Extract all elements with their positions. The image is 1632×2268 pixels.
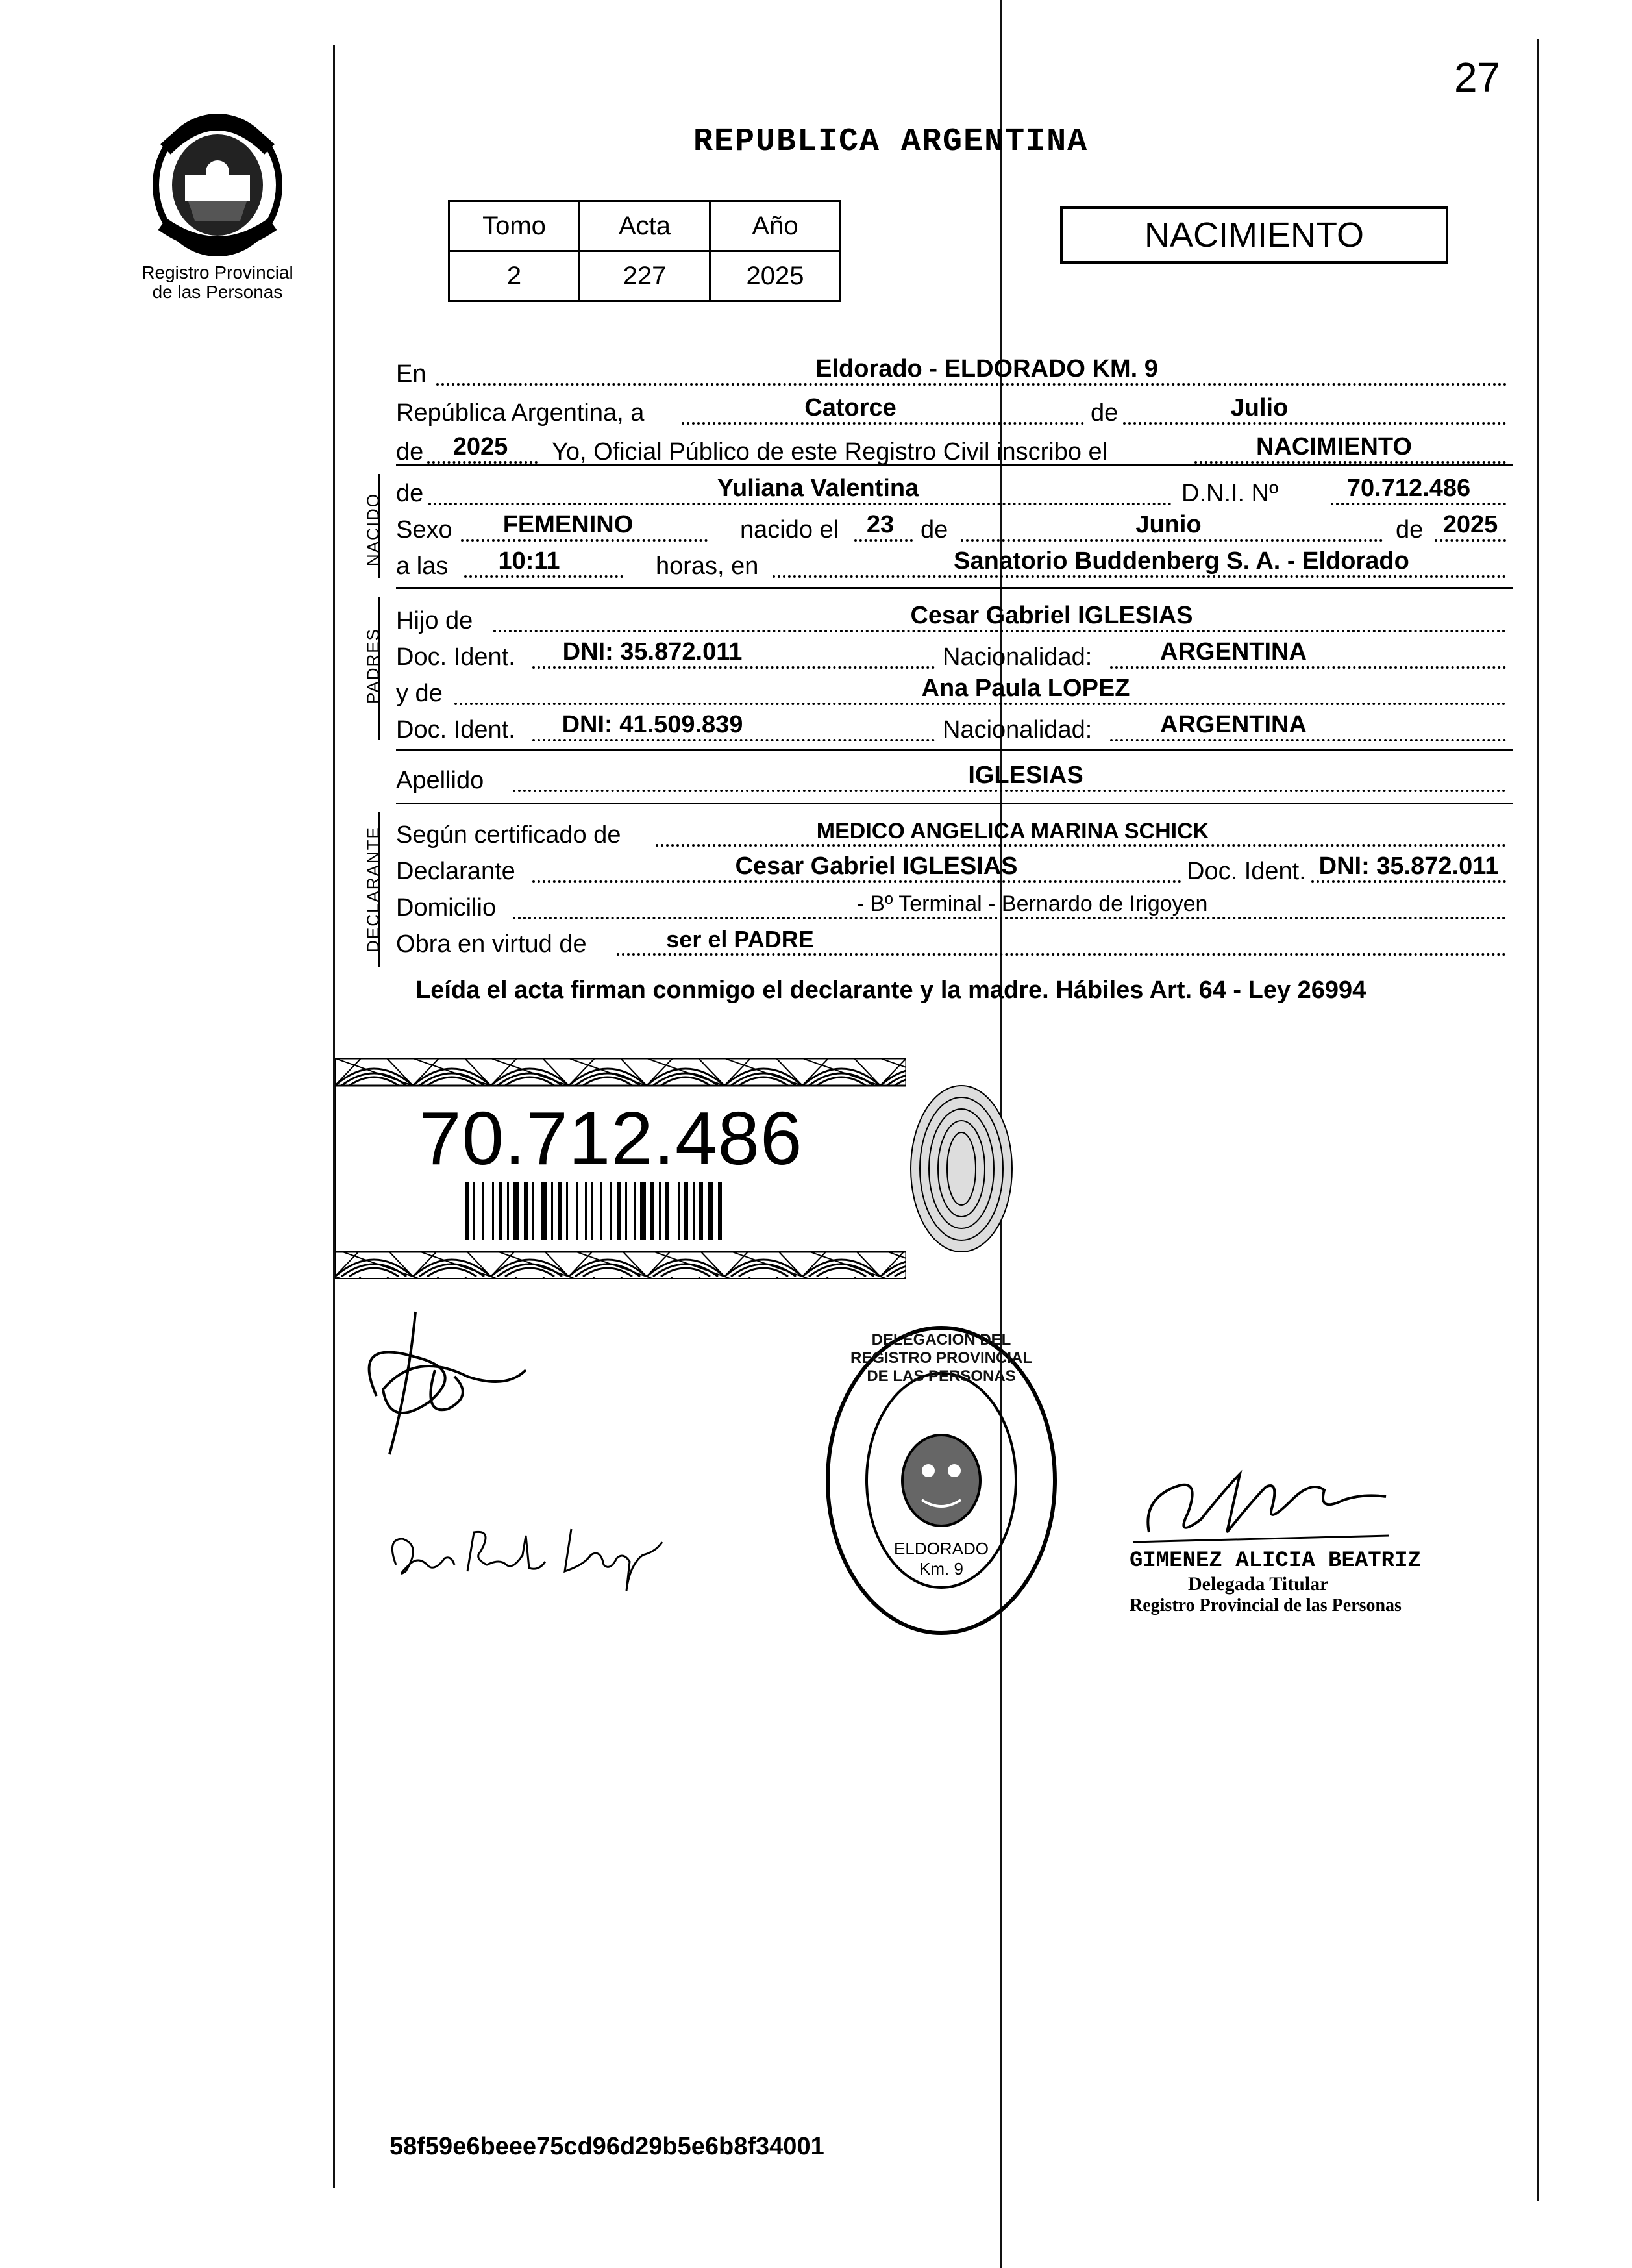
mother-signature: [383, 1519, 669, 1597]
dotted-fill: [532, 739, 935, 741]
record-type-box: NACIMIENTO: [1060, 206, 1448, 264]
section-bar: [378, 474, 380, 578]
barcode-bar: [610, 1182, 612, 1240]
row-hijo-de: [396, 597, 1513, 636]
closing-text: Leída el acta firman conmigo el declarante y la madre. Hábiles Art. 64 - Ley 26994: [415, 977, 1366, 1004]
dotted-fill: [1110, 739, 1506, 741]
value-place: Eldorado - ELDORADO KM. 9: [815, 355, 1158, 382]
registry-name: [120, 263, 315, 302]
value-time: 10:11: [498, 547, 560, 575]
dotted-fill: [854, 539, 913, 542]
barcode-bar: [591, 1182, 593, 1240]
document-hash: 58f59e6beee75cd96d29b5e6b8f34001: [389, 2133, 824, 2160]
registry-name-line2: de las Personas: [152, 282, 283, 302]
barcode-bar: [576, 1182, 578, 1240]
value-mother-doc: DNI: 41.509.839: [562, 711, 743, 738]
table-cell: 2: [449, 251, 580, 301]
value-father-name: Cesar Gabriel IGLESIAS: [910, 602, 1193, 629]
row-republica: [396, 390, 1513, 429]
barcode-bar: [532, 1182, 534, 1240]
barcode-bar: [541, 1182, 547, 1240]
side-label-padres: PADRES: [363, 628, 383, 704]
dotted-fill: [461, 539, 708, 542]
page-number: 27: [1454, 54, 1501, 101]
table-cell: 227: [580, 251, 710, 301]
label-republica: República Argentina, a: [396, 399, 645, 427]
dotted-fill: [493, 630, 1506, 632]
row-mother-doc: [396, 706, 1513, 745]
value-mother-nationality: ARGENTINA: [1160, 711, 1307, 738]
official-name: GIMENEZ ALICIA BEATRIZ: [1130, 1549, 1421, 1573]
dotted-fill: [513, 917, 1506, 919]
value-father-doc: DNI: 35.872.011: [562, 638, 743, 666]
value-domicilio: - Bº Terminal - Bernardo de Irigoyen: [856, 891, 1208, 916]
value-year: 2025: [452, 433, 508, 460]
value-birth-day: 23: [866, 511, 895, 538]
barcode-bar: [600, 1182, 602, 1240]
official-office: Registro Provincial de las Personas: [1130, 1595, 1402, 1615]
row-en: [396, 351, 1513, 390]
barcode-bar: [473, 1182, 475, 1240]
barcode-bar: [665, 1182, 669, 1240]
dotted-fill: [532, 666, 935, 669]
barcode-bar: [684, 1182, 688, 1240]
dotted-fill: [428, 503, 1172, 505]
value-mother-name: Ana Paula LOPEZ: [921, 675, 1130, 702]
barcode-bar: [482, 1182, 484, 1240]
father-signature: [338, 1299, 545, 1467]
barcode-bar: [585, 1182, 587, 1240]
dni-label-sticker: [335, 1058, 906, 1279]
stamp-outer-text: DELEGACION DEL REGISTRO PROVINCIAL DE LAS PERSONAS: [850, 1331, 1033, 1385]
table-header: Acta: [580, 201, 710, 251]
section-bar: [378, 597, 380, 740]
label-inscribo: Yo, Oficial Público de este Registro Civil inscribo el: [552, 438, 1108, 466]
row-certificado: [396, 812, 1513, 851]
row-y-de: [396, 670, 1513, 709]
row-inscribo: [396, 429, 1513, 467]
row-nacido-name: [396, 470, 1513, 509]
label-en: En: [396, 360, 427, 388]
dotted-fill: [1311, 880, 1506, 883]
label-de2: de: [396, 438, 424, 466]
barcode: [465, 1182, 783, 1240]
barcode-bar: [492, 1182, 494, 1240]
value-child-name: Yuliana Valentina: [717, 475, 919, 502]
dotted-fill: [464, 575, 623, 578]
value-child-dni: 70.712.486: [1346, 475, 1471, 502]
side-label-nacido: NACIDO: [363, 492, 383, 567]
table-header: Año: [710, 201, 841, 251]
row-obra: [396, 921, 1513, 960]
barcode-bar: [659, 1182, 661, 1240]
section-divider: [396, 803, 1513, 804]
official-stamp: [818, 1318, 1065, 1643]
barcode-bar: [650, 1182, 654, 1240]
value-obra: ser el PADRE: [666, 926, 814, 953]
barcode-bar: [678, 1182, 680, 1240]
dotted-fill: [682, 422, 1084, 425]
official-signature: [1130, 1461, 1389, 1552]
value-apellido: IGLESIAS: [968, 762, 1083, 789]
label-obra: Obra en virtud de: [396, 930, 587, 958]
official-block: [1130, 1549, 1493, 1616]
dotted-fill: [454, 703, 1506, 705]
value-declarante-doc: DNI: 35.872.011: [1318, 853, 1499, 880]
stamp-inner-text: ELDORADO Km. 9: [894, 1539, 989, 1578]
row-domicilio: [396, 884, 1513, 923]
value-event: NACIMIENTO: [1256, 433, 1412, 460]
section-divider: [396, 587, 1513, 589]
label-horas-en: horas, en: [656, 553, 759, 580]
label-de: de: [396, 480, 424, 507]
dotted-fill: [436, 383, 1507, 386]
dotted-fill: [961, 539, 1383, 542]
section-bar: [378, 812, 380, 967]
section-divider: [396, 749, 1513, 751]
dotted-fill: [656, 844, 1506, 847]
label-doc-ident: Doc. Ident.: [396, 643, 515, 671]
barcode-bar: [640, 1182, 646, 1240]
row-nacido-hora: [396, 543, 1513, 582]
document-title: REPUBLICA ARGENTINA: [693, 123, 1089, 160]
dotted-fill: [1331, 503, 1506, 505]
label-de: de: [921, 516, 948, 543]
value-sexo: FEMENINO: [502, 511, 634, 538]
barcode-bar: [499, 1182, 502, 1240]
hologram-seal: [906, 1078, 1017, 1260]
value-declarante: Cesar Gabriel IGLESIAS: [735, 853, 1018, 880]
barcode-bar: [551, 1182, 553, 1240]
label-sexo: Sexo: [396, 516, 452, 543]
label-de: de: [1091, 399, 1119, 427]
label-declarante: Declarante: [396, 858, 515, 885]
barcode-bar: [558, 1182, 562, 1240]
dotted-fill: [1435, 539, 1506, 542]
row-father-doc: [396, 634, 1513, 673]
value-certificado: MEDICO ANGELICA MARINA SCHICK: [816, 819, 1209, 843]
dotted-fill: [617, 953, 1506, 956]
value-month: Julio: [1230, 394, 1289, 421]
dotted-fill: [773, 575, 1506, 578]
label-doc-ident: Doc. Ident.: [1187, 858, 1306, 885]
label-dni: D.N.I. Nº: [1181, 480, 1278, 507]
label-nacido-el: nacido el: [740, 516, 839, 543]
section-divider: [396, 464, 1513, 466]
table-header: Tomo: [449, 201, 580, 251]
official-title: Delegada Titular: [1188, 1573, 1329, 1595]
dotted-fill: [532, 880, 1181, 883]
label-certificado: Según certificado de: [396, 821, 621, 849]
barcode-bar: [693, 1182, 695, 1240]
barcode-bar: [634, 1182, 636, 1240]
table-cell: 2025: [710, 251, 841, 301]
record-table: [448, 200, 841, 302]
registry-name-line1: Registro Provincial: [142, 262, 293, 282]
dotted-fill: [1110, 666, 1506, 669]
barcode-bar: [566, 1182, 568, 1240]
registry-logo: [140, 110, 295, 260]
value-day-words: Catorce: [804, 394, 896, 421]
row-apellido: [396, 757, 1513, 796]
barcode-bar: [507, 1182, 509, 1240]
barcode-bar: [465, 1182, 469, 1240]
value-birth-year: 2025: [1442, 511, 1498, 538]
label-doc-ident: Doc. Ident.: [396, 716, 515, 743]
value-birth-month: Junio: [1135, 511, 1202, 538]
label-domicilio: Domicilio: [396, 894, 497, 921]
value-birthplace: Sanatorio Buddenberg S. A. - Eldorado: [954, 547, 1409, 575]
barcode-bar: [524, 1182, 528, 1240]
label-de: de: [1396, 516, 1424, 543]
barcode-bar: [617, 1182, 621, 1240]
label-apellido: Apellido: [396, 767, 484, 794]
label-nacionalidad: Nacionalidad:: [943, 716, 1093, 743]
barcode-bar: [625, 1182, 627, 1240]
right-margin-line: [1537, 39, 1539, 2201]
dotted-fill: [513, 790, 1506, 792]
barcode-bar: [718, 1182, 722, 1240]
row-nacido-sexo: [396, 506, 1513, 545]
dotted-fill: [1123, 422, 1506, 425]
barcode-bar: [699, 1182, 703, 1240]
label-hijo-de: Hijo de: [396, 607, 473, 634]
value-father-nationality: ARGENTINA: [1160, 638, 1307, 666]
label-a-las: a las: [396, 553, 449, 580]
side-label-declarante: DECLARANTE: [363, 826, 383, 953]
label-nacionalidad: Nacionalidad:: [943, 643, 1093, 671]
barcode-bar: [513, 1182, 519, 1240]
barcode-bar: [708, 1182, 713, 1240]
row-declarante: [396, 848, 1513, 887]
dni-sticker-number: 70.712.486: [419, 1096, 803, 1180]
label-y-de: y de: [396, 680, 443, 707]
